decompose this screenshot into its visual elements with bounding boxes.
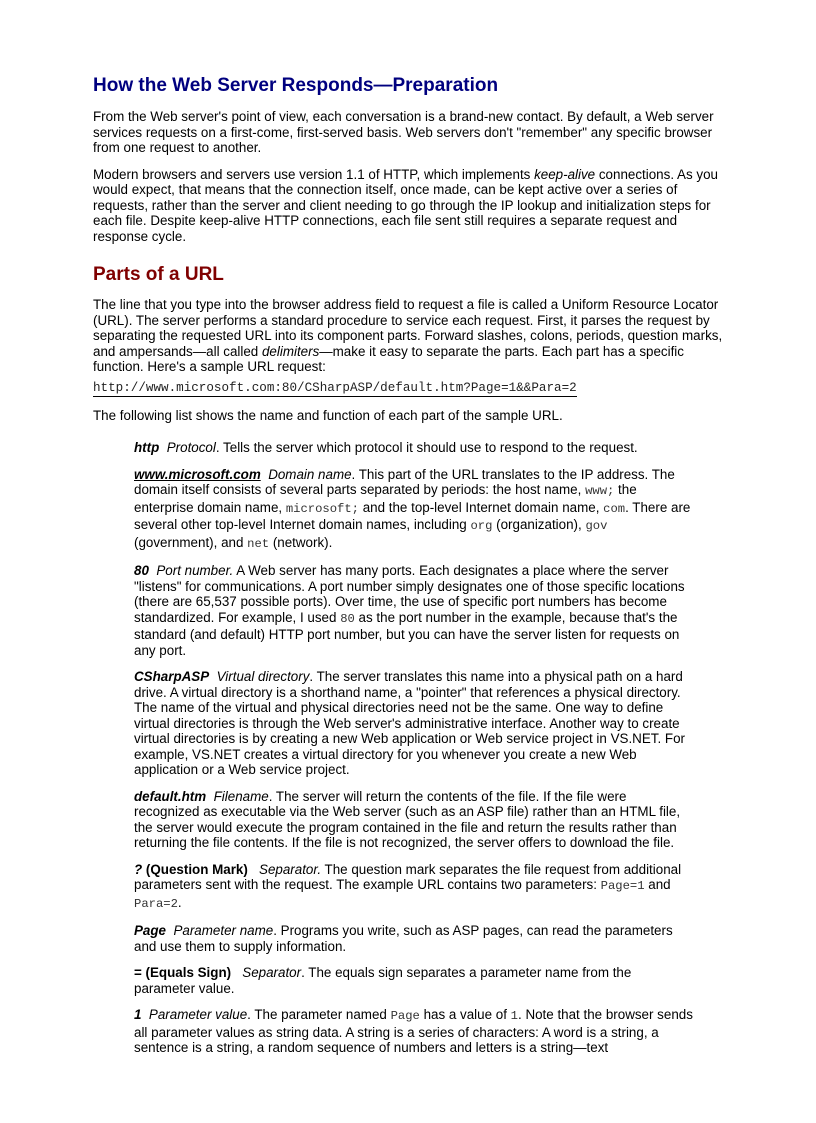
code-80: 80 xyxy=(340,611,355,626)
paragraph-conversation: From the Web server's point of view, each conversation is a brand-new contact. By default, a Web server services requests on a first-come, first-served basis. Web servers don't "remember" any specific browser from one request to another. xyxy=(93,109,714,155)
list-item-domain xyxy=(134,467,694,553)
term-default-htm: default.htm xyxy=(134,788,207,804)
text-run: the enterprise domain name, xyxy=(134,482,637,515)
text-run: (organization), xyxy=(492,517,586,532)
code-page-1: Page=1 xyxy=(600,879,645,893)
sample-url-line xyxy=(93,378,733,397)
list-item-port xyxy=(134,563,694,658)
list-item-virtual-directory xyxy=(134,669,694,778)
list-item-parameter-name xyxy=(134,923,694,954)
label-separator-equals: Separator xyxy=(242,965,302,980)
code-gov: gov xyxy=(585,519,608,533)
text-run: Modern browsers and servers use version 1.1 of HTTP, which implements xyxy=(93,166,535,182)
term-port: 80 xyxy=(134,563,149,578)
paragraph-url-intro xyxy=(93,297,733,375)
paragraph-list-intro: The following list shows the name and function of each part of the sample URL. xyxy=(93,407,563,423)
label-virtual-directory: Virtual directory xyxy=(216,669,310,684)
list-item-filename xyxy=(134,789,694,851)
text-run: (government), and xyxy=(134,534,248,550)
text-run: . The equals sign separates a parameter name from the parameter value. xyxy=(134,965,632,996)
term-question-mark: ? xyxy=(134,861,143,877)
text-run: . Programs you write, such as ASP pages, can read the parameters and use them to supply information. xyxy=(134,923,673,954)
code-microsoft: microsoft; xyxy=(285,501,359,516)
label-parameter-name: Parameter name xyxy=(173,923,274,938)
term-page: Page xyxy=(134,923,167,938)
text-run: and xyxy=(644,877,671,892)
text-run: . Tells the server which protocol it should use to respond to the request. xyxy=(215,440,638,455)
label-parameter-value: Parameter value xyxy=(148,1007,248,1022)
document-page xyxy=(93,75,733,1056)
text-run: . The server will return the contents of the file. If the file were recognized as executable via the Web server (such as an ASP file) rather than an HTML file, the server would execute the program contained in the file and return the results rather than returning the file contents. If the file is not recognized, the server offers to download the file. xyxy=(134,788,681,850)
label-separator: Separator. xyxy=(259,861,322,877)
code-para-2: Para=2 xyxy=(134,896,178,911)
label-filename: Filename xyxy=(213,788,269,804)
text-run: . The server translates this name into a physical path on a hard drive. A virtual directory is a shorthand name, a "pointer" that references a physical directory. The name of the virtual and physical directories need not be the same. One way to define virtual directories is through the Web server's administrative interface. Another way to create virtual directories is by creating a new Web application or Web service project in VS.NET. For example, VS.NET creates a virtual directory for you whenever you create a new Web application or a Web service project. xyxy=(134,669,685,777)
code-com: com xyxy=(603,501,626,516)
text-run: . xyxy=(177,894,182,910)
section-heading-url-parts: Parts of a URL xyxy=(93,264,224,285)
text-run: (network). xyxy=(269,534,333,550)
term-domain: www.microsoft.com xyxy=(134,466,261,482)
code-1: 1 xyxy=(510,1009,518,1023)
emphasis-delimiters: delimiters xyxy=(261,343,320,359)
text-run: and the top-level Internet domain name, xyxy=(358,499,604,515)
section-heading-preparation: How the Web Server Responds—Preparation xyxy=(93,75,499,96)
text-run: connections. As you would expect, that means that the connection itself, once made, can be kept active over a series of requests, rather than the server and client needing to go through the IP lookup and initialization steps for each file. Despite keep-alive HTTP connections, each file sent still requires a separate request and response cycle. xyxy=(93,166,718,244)
text-run: —make it easy to separate the parts. Each part has a specific function. Here's a sample URL request: xyxy=(93,343,684,374)
code-net: net xyxy=(247,536,270,551)
text-run: . Note that the browser sends all parameter values as string data. A string is a series of characters: A word is a string, a sentence is a string, a random sequence of numbers and letters is a string—text xyxy=(134,1007,693,1055)
text-run: The question mark separates the file request from additional parameters sent with the request. The example URL contains two parameters: xyxy=(134,861,682,892)
list-item-protocol xyxy=(134,440,694,456)
term-http: http xyxy=(134,440,160,455)
term-equals-sign: = (Equals Sign) xyxy=(134,965,232,980)
term-question-mark-label: (Question Mark) xyxy=(142,861,248,877)
text-run: as the port number in the example, because that's the standard (and default) HTTP port number, but you can have the server listen for requests on any port. xyxy=(134,609,680,658)
code-org: org xyxy=(470,519,493,533)
list-item-question-mark xyxy=(134,862,694,913)
label-protocol: Protocol xyxy=(166,440,216,455)
text-run: A Web server has many ports. Each designates a place where the server "listens" for communications. A port number simply designates one of those specific locations (there are 65,537 possible ports). Over time, the use of specific port numbers has become standardized. For example, I used xyxy=(134,563,685,625)
emphasis-keep-alive: keep-alive xyxy=(534,166,596,182)
sample-url: http://www.microsoft.com:80/CSharpASP/default.htm?Page=1&&Para=2 xyxy=(93,380,577,395)
text-run: . This part of the URL translates to the IP address. The domain itself consists of several parts separated by periods: the host name, xyxy=(134,466,675,497)
label-port: Port number. xyxy=(156,563,234,578)
term-1: 1 xyxy=(134,1007,142,1022)
list-item-parameter-value xyxy=(134,1007,694,1056)
code-page: Page xyxy=(390,1009,420,1023)
text-run: The line that you type into the browser address field to request a file is called a Uniform Resource Locator (URL). The server performs a standard procedure to service each request. First, it parses the request by separating the requested URL into its component parts. Forward slashes, colons, periods, question marks, and ampersands—all called xyxy=(93,297,723,359)
code-www: www; xyxy=(585,484,615,498)
label-domain: Domain name xyxy=(268,466,352,482)
term-csharpasp: CSharpASP xyxy=(134,669,210,684)
text-run: . The parameter named xyxy=(247,1007,391,1022)
list-item-equals-sign xyxy=(134,965,694,996)
paragraph-keep-alive xyxy=(93,167,733,245)
text-run: . There are several other top-level Internet domain names, including xyxy=(134,499,691,532)
text-run: has a value of xyxy=(419,1007,511,1022)
